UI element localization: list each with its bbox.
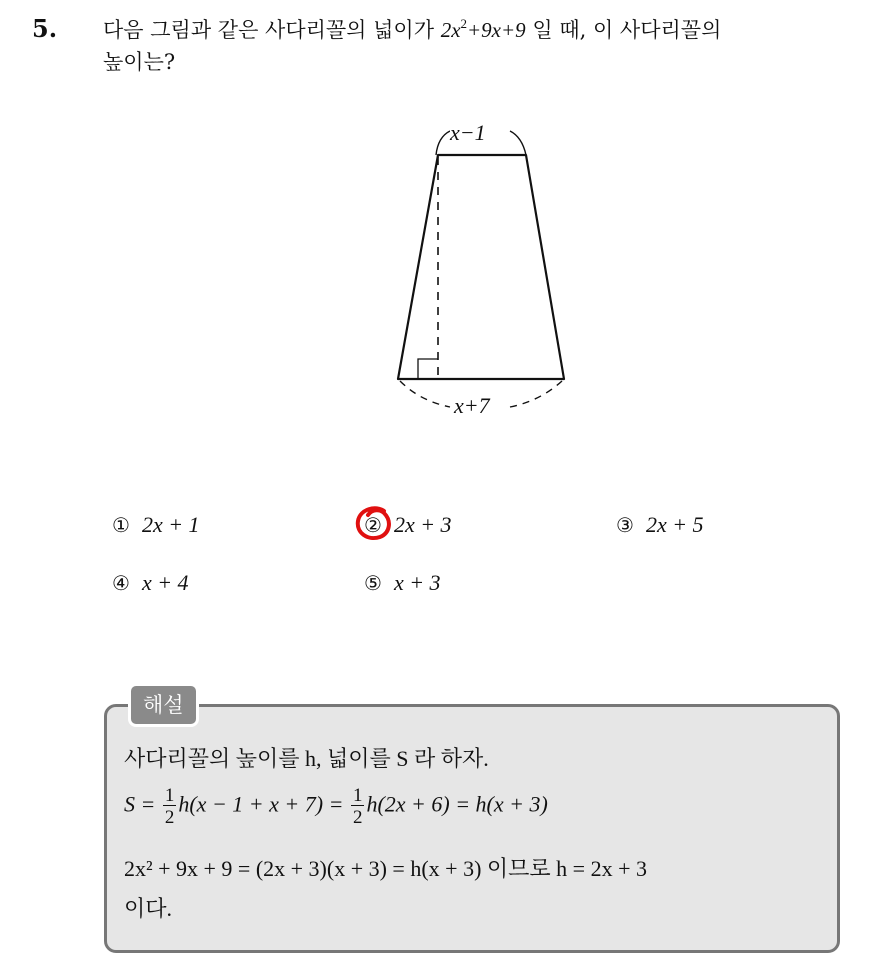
choice-value: x + 3 — [393, 570, 441, 595]
trapezoid-shape — [398, 155, 564, 379]
question-text — [103, 14, 873, 78]
answer-mark-circle — [354, 503, 394, 543]
solution-tab: 해설 — [128, 683, 199, 727]
choice-number: ② — [364, 513, 382, 537]
choice-number: ① — [112, 513, 130, 537]
choice-3[interactable] — [616, 512, 704, 538]
question-text-after: 일 때, 이 사다리꼴의 — [532, 18, 722, 42]
fraction-half-2: $\frac{1}{2}$ — [352, 785, 363, 828]
trapezoid-figure — [380, 115, 580, 425]
question-text-line2: 높이는? — [103, 50, 176, 74]
choice-5[interactable] — [364, 570, 441, 596]
choice-4[interactable] — [112, 570, 189, 596]
choice-1[interactable] — [112, 512, 200, 538]
choice-value: 2x + 1 — [141, 512, 200, 537]
top-side-label: x−1 — [450, 120, 486, 145]
solution-line-2-rhs: h(2x + 6) = h(x + 3) — [366, 791, 548, 817]
choice-number: ⑤ — [364, 571, 382, 595]
solution-line-2-mid: h(x − 1 + x + 7) = — [178, 791, 344, 817]
choice-value: 2x + 5 — [645, 512, 704, 537]
solution-line-2-lhs: S = — [124, 791, 156, 817]
area-expression: $2x^2+9x+9$ — [440, 16, 526, 42]
solution-line-2 — [124, 786, 548, 827]
choice-value: 2x + 3 — [393, 512, 452, 537]
choice-number: ④ — [112, 571, 130, 595]
solution-line-4: 이다. — [124, 896, 173, 921]
choice-value: x + 4 — [141, 570, 189, 595]
right-angle-mark — [418, 359, 438, 379]
choice-number: ③ — [616, 513, 634, 537]
bottom-side-label: x+7 — [454, 393, 490, 418]
solution-line-1: 사다리꼴의 높이를 h, 넓이를 S 라 하자. — [124, 746, 489, 771]
question-text-before: 다음 그림과 같은 사다리꼴의 넓이가 — [103, 18, 434, 42]
solution-line-3: 2x² + 9x + 9 = (2x + 3)(x + 3) = h(x + 3) 이므로 h = 2x + 3 — [124, 856, 647, 881]
question-number: 5. — [32, 14, 58, 43]
fraction-half-1: $\frac{1}{2}$ — [164, 785, 175, 828]
